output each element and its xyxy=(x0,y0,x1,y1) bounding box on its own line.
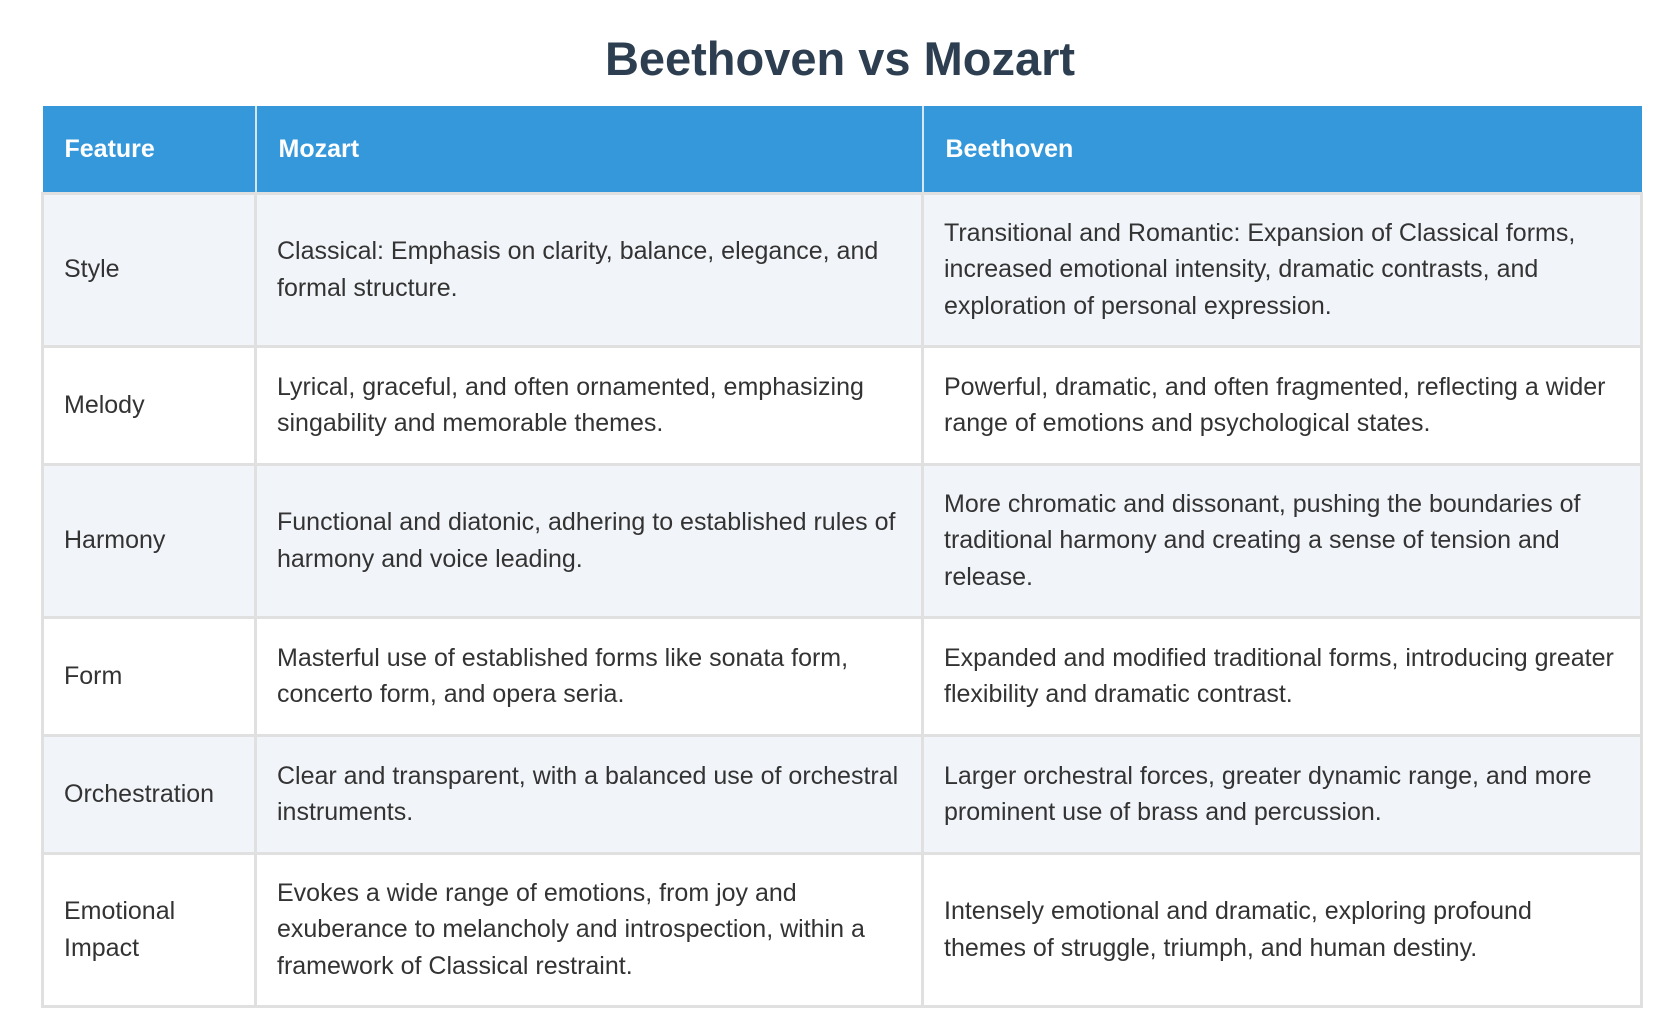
table-row xyxy=(43,465,1642,618)
table-header xyxy=(43,106,1642,194)
beethoven-cell: Larger orchestral forces, greater dynamic range, and more prominent use of brass and percussion. xyxy=(923,736,1642,854)
feature-cell: Style xyxy=(43,194,256,347)
beethoven-cell: Transitional and Romantic: Expansion of Classical forms, increased emotional intensity, dramatic contrasts, and exploration of personal expression. xyxy=(923,194,1642,347)
mozart-cell: Functional and diatonic, adhering to established rules of harmony and voice leading. xyxy=(256,465,923,618)
beethoven-cell: More chromatic and dissonant, pushing the boundaries of traditional harmony and creating a sense of tension and release. xyxy=(923,465,1642,618)
mozart-cell: Classical: Emphasis on clarity, balance, elegance, and formal structure. xyxy=(256,194,923,347)
column-header-feature: Feature xyxy=(43,106,256,194)
column-header-beethoven: Beethoven xyxy=(923,106,1642,194)
page-title: Beethoven vs Mozart xyxy=(604,32,1076,85)
table-row xyxy=(43,854,1642,1007)
feature-cell: Emotional Impact xyxy=(43,854,256,1007)
beethoven-cell: Intensely emotional and dramatic, exploring profound themes of struggle, triumph, and human destiny. xyxy=(923,854,1642,1007)
beethoven-cell: Powerful, dramatic, and often fragmented, reflecting a wider range of emotions and psychological states. xyxy=(923,347,1642,465)
table-row xyxy=(43,347,1642,465)
table-body xyxy=(43,194,1642,1007)
feature-cell: Form xyxy=(43,618,256,736)
comparison-table xyxy=(41,106,1643,1008)
table-row xyxy=(43,194,1642,347)
table-row xyxy=(43,736,1642,854)
column-header-mozart: Mozart xyxy=(256,106,923,194)
mozart-cell: Lyrical, graceful, and often ornamented, emphasizing singability and memorable themes. xyxy=(256,347,923,465)
comparison-table-container xyxy=(41,106,1640,1008)
header-row xyxy=(43,106,1642,194)
mozart-cell: Masterful use of established forms like sonata form, concerto form, and opera seria. xyxy=(256,618,923,736)
beethoven-cell: Expanded and modified traditional forms, introducing greater flexibility and dramatic contrast. xyxy=(923,618,1642,736)
feature-cell: Melody xyxy=(43,347,256,465)
mozart-cell: Clear and transparent, with a balanced use of orchestral instruments. xyxy=(256,736,923,854)
table-row xyxy=(43,618,1642,736)
feature-cell: Harmony xyxy=(43,465,256,618)
mozart-cell: Evokes a wide range of emotions, from joy and exuberance to melancholy and introspection, within a framework of Classical restraint. xyxy=(256,854,923,1007)
feature-cell: Orchestration xyxy=(43,736,256,854)
